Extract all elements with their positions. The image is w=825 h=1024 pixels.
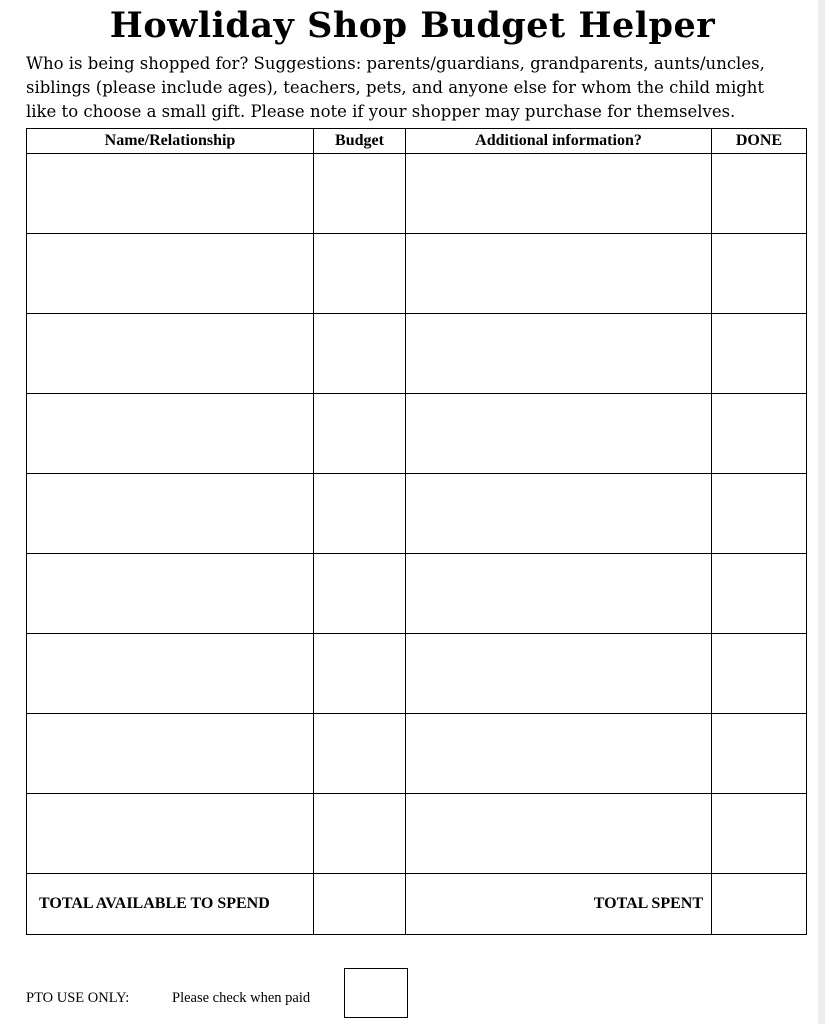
pto-footer (26, 968, 446, 1020)
intro-paragraph (26, 52, 816, 124)
done-cell[interactable] (712, 154, 807, 234)
header-name-relationship: Name/Relationship (27, 129, 314, 154)
total-available-field[interactable] (314, 874, 406, 935)
intro-line: Who is being shopped for? Suggestions: parents/guardians, grandparents, aunts/uncles, (26, 54, 765, 73)
done-cell[interactable] (712, 234, 807, 314)
table-row (27, 554, 807, 634)
done-cell[interactable] (712, 394, 807, 474)
budget-cell[interactable] (314, 474, 406, 554)
header-row (27, 129, 807, 154)
name-relationship-cell[interactable] (27, 474, 314, 554)
additional-info-cell[interactable] (406, 474, 712, 554)
additional-info-cell[interactable] (406, 234, 712, 314)
paid-check-label: Please check when paid (172, 990, 311, 1006)
table-row (27, 474, 807, 554)
name-relationship-cell[interactable] (27, 234, 314, 314)
budget-cell[interactable] (314, 634, 406, 714)
budget-cell[interactable] (314, 314, 406, 394)
paid-checkbox[interactable] (344, 968, 408, 1018)
intro-line: siblings (please include ages), teachers, pets, and anyone else for whom the child might (26, 78, 765, 97)
name-relationship-cell[interactable] (27, 794, 314, 874)
name-relationship-cell[interactable] (27, 154, 314, 234)
total-row (27, 874, 807, 935)
table-row (27, 714, 807, 794)
budget-cell[interactable] (314, 714, 406, 794)
budget-cell[interactable] (314, 154, 406, 234)
table-row (27, 394, 807, 474)
page-edge (818, 0, 825, 1024)
budget-cell[interactable] (314, 234, 406, 314)
additional-info-cell[interactable] (406, 554, 712, 634)
table-row (27, 234, 807, 314)
name-relationship-cell[interactable] (27, 634, 314, 714)
additional-info-cell[interactable] (406, 714, 712, 794)
name-relationship-cell[interactable] (27, 554, 314, 634)
done-cell[interactable] (712, 714, 807, 794)
name-relationship-cell[interactable] (27, 714, 314, 794)
table-row (27, 314, 807, 394)
done-cell[interactable] (712, 794, 807, 874)
budget-cell[interactable] (314, 394, 406, 474)
header-budget: Budget (314, 129, 406, 154)
done-cell[interactable] (712, 474, 807, 554)
done-cell[interactable] (712, 554, 807, 634)
table-row (27, 154, 807, 234)
total-available-label: TOTAL AVAILABLE TO SPEND (27, 874, 314, 935)
page-title: Howliday Shop Budget Helper (109, 5, 716, 46)
done-cell[interactable] (712, 634, 807, 714)
done-cell[interactable] (712, 314, 807, 394)
table-row (27, 634, 807, 714)
budget-cell[interactable] (314, 794, 406, 874)
budget-cell[interactable] (314, 554, 406, 634)
name-relationship-cell[interactable] (27, 394, 314, 474)
total-spent-label: TOTAL SPENT (406, 874, 712, 935)
table-row (27, 794, 807, 874)
additional-info-cell[interactable] (406, 794, 712, 874)
intro-line: like to choose a small gift. Please note if your shopper may purchase for themselves. (26, 102, 736, 121)
name-relationship-cell[interactable] (27, 314, 314, 394)
additional-info-cell[interactable] (406, 634, 712, 714)
budget-table (26, 128, 807, 935)
pto-use-only-label: PTO USE ONLY: (26, 990, 130, 1006)
additional-info-cell[interactable] (406, 314, 712, 394)
header-done: DONE (712, 129, 807, 154)
additional-info-cell[interactable] (406, 394, 712, 474)
additional-info-cell[interactable] (406, 154, 712, 234)
total-spent-field[interactable] (712, 874, 807, 935)
header-additional-info: Additional information? (406, 129, 712, 154)
entry-rows (27, 154, 807, 935)
